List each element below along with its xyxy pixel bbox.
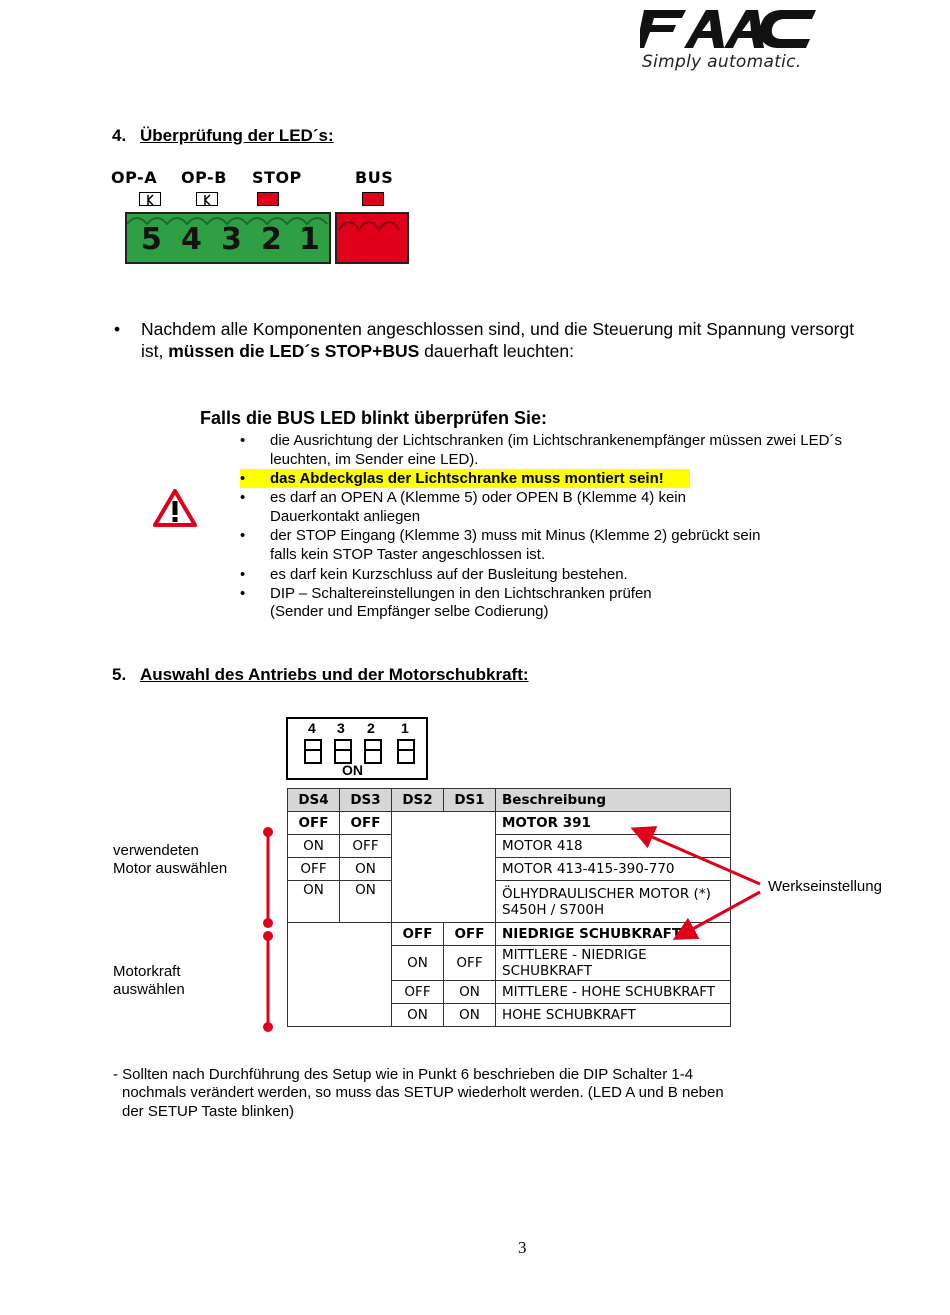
dip-switch-4 bbox=[304, 739, 322, 764]
led-label-opa: OP-A bbox=[111, 168, 158, 187]
cell-description: MITTLERE - HOHE SCHUBKRAFT bbox=[496, 981, 731, 1004]
bullet1-line2-pre: ist, bbox=[141, 341, 169, 361]
header-ds2: DS2 bbox=[392, 789, 444, 812]
cell-ds1: OFF bbox=[444, 923, 496, 946]
cell-ds4: ON bbox=[288, 835, 340, 858]
table-header-row bbox=[288, 789, 731, 812]
bullet1-line2-bold: müssen die LED´s STOP+BUS bbox=[168, 341, 420, 361]
bus-check-item-4-l2: falls kein STOP Taster angeschlossen ist. bbox=[270, 546, 546, 563]
cell-ds2: OFF bbox=[392, 981, 444, 1004]
led-opa-indicator bbox=[139, 192, 161, 206]
setup-note-l2: nochmals verändert werden, so muss das SETUP wiederholt werden. (LED A und B neben bbox=[122, 1084, 724, 1101]
cell-ds1: OFF bbox=[444, 946, 496, 981]
led-opb-indicator bbox=[196, 192, 218, 206]
bus-check-bullet: • bbox=[240, 527, 246, 544]
led-label-bus: BUS bbox=[355, 168, 394, 187]
cell-description: NIEDRIGE SCHUBKRAFT bbox=[496, 923, 731, 946]
cell-ds3: ON bbox=[340, 881, 392, 923]
bullet1-line2-post: dauerhaft leuchten: bbox=[419, 341, 575, 361]
section-5-number: 5. bbox=[112, 665, 127, 684]
led-bus-indicator bbox=[362, 192, 384, 206]
cell-description-l1: ÖLHYDRAULISCHER MOTOR (*) bbox=[502, 885, 711, 902]
empty-cell bbox=[288, 923, 392, 1027]
dip-switch-illustration bbox=[286, 717, 428, 780]
bus-check-item-2: das Abdeckglas der Lichtschranke muss montiert sein! bbox=[270, 470, 664, 487]
section-5-heading bbox=[112, 665, 529, 685]
bus-check-item-6-l1: DIP – Schaltereinstellungen in den Lichtschranken prüfen bbox=[270, 585, 652, 602]
led-label-opb: OP-B bbox=[181, 168, 227, 187]
bus-check-item-1-l2: leuchten, im Sender eine LED). bbox=[270, 451, 479, 468]
setup-note-l1: - Sollten nach Durchführung des Setup wie in Punkt 6 beschrieben die DIP Schalter 1-4 bbox=[113, 1066, 694, 1083]
empty-cell bbox=[392, 812, 496, 923]
bullet-dot: • bbox=[114, 319, 121, 339]
factory-setting-label: Werkseinstellung bbox=[768, 878, 882, 895]
factory-setting-arrows bbox=[620, 820, 770, 945]
section-4-heading bbox=[112, 126, 334, 146]
bus-check-bullet: • bbox=[240, 489, 246, 506]
bus-check-bullet: • bbox=[240, 585, 246, 602]
cell-description-l2: S450H / S700H bbox=[502, 901, 605, 918]
bus-check-item-1-l1: die Ausrichtung der Lichtschranken (im Lichtschrankenempfänger müssen zwei LED´s bbox=[270, 432, 842, 449]
led-stop-indicator bbox=[257, 192, 279, 206]
bullet1-line1: Nachdem alle Komponenten angeschlossen sind, und die Steuerung mit Spannung versorgt bbox=[141, 319, 855, 339]
terminal-block-bus bbox=[335, 212, 409, 264]
setup-note-l3: der SETUP Taste blinken) bbox=[122, 1103, 295, 1120]
cell-ds4: ON bbox=[288, 881, 340, 923]
cell-description: HOHE SCHUBKRAFT bbox=[496, 1004, 731, 1027]
header-ds4: DS4 bbox=[288, 789, 340, 812]
section-5-title: Auswahl des Antriebs und der Motorschubkraft: bbox=[140, 665, 529, 684]
warning-icon bbox=[152, 488, 198, 528]
terminal-4: 4 bbox=[181, 222, 202, 257]
faac-logo bbox=[640, 8, 816, 50]
header-beschreibung: Beschreibung bbox=[496, 789, 731, 812]
motor-select-label-l2: Motor auswählen bbox=[113, 860, 228, 877]
section-4-number: 4. bbox=[112, 126, 127, 145]
dip-number-2: 2 bbox=[367, 720, 375, 736]
cell-ds3: OFF bbox=[340, 812, 392, 835]
dip-switch-2 bbox=[364, 739, 382, 764]
cell-ds2: OFF bbox=[392, 923, 444, 946]
cell-description: MOTOR 418 bbox=[496, 835, 731, 858]
force-select-label-l2: auswählen bbox=[113, 981, 185, 998]
cell-ds2: ON bbox=[392, 1004, 444, 1027]
dip-number-1: 1 bbox=[401, 720, 409, 736]
cell-description: MITTLERE - NIEDRIGE SCHUBKRAFT bbox=[496, 946, 731, 981]
page-number: 3 bbox=[518, 1238, 527, 1257]
cell-ds1: ON bbox=[444, 981, 496, 1004]
terminal-1: 1 bbox=[299, 222, 320, 257]
motor-select-label-l1: verwendeten bbox=[113, 842, 199, 859]
cell-ds1: ON bbox=[444, 1004, 496, 1027]
cell-description: MOTOR 391 bbox=[496, 812, 731, 835]
bus-check-bullet: • bbox=[240, 566, 246, 583]
bus-check-item-3-l2: Dauerkontakt anliegen bbox=[270, 508, 421, 525]
dip-number-4: 4 bbox=[308, 720, 316, 736]
bullet1-line2 bbox=[141, 340, 941, 362]
terminal-block-green bbox=[125, 212, 331, 264]
cell-ds3: ON bbox=[340, 858, 392, 881]
cell-ds3: OFF bbox=[340, 835, 392, 858]
terminal-5: 5 bbox=[141, 222, 162, 257]
range-bracket-lines bbox=[258, 826, 278, 1036]
header-ds3: DS3 bbox=[340, 789, 392, 812]
bus-check-bullet: • bbox=[240, 432, 246, 449]
dip-number-3: 3 bbox=[337, 720, 345, 736]
bus-check-item-3-l1: es darf an OPEN A (Klemme 5) oder OPEN B (Klemme 4) kein bbox=[270, 489, 686, 506]
cell-ds2: ON bbox=[392, 946, 444, 981]
dip-switch-1 bbox=[397, 739, 415, 764]
header-ds1: DS1 bbox=[444, 789, 496, 812]
bus-check-item-4-l1: der STOP Eingang (Klemme 3) muss mit Minus (Klemme 2) gebrückt sein bbox=[270, 527, 761, 544]
dip-switch-3 bbox=[334, 739, 352, 764]
section-4-title: Überprüfung der LED´s: bbox=[140, 126, 334, 145]
dip-on-label: ON bbox=[342, 762, 363, 778]
led-label-stop: STOP bbox=[252, 168, 302, 187]
cell-ds4: OFF bbox=[288, 812, 340, 835]
cell-description: MOTOR 413-415-390-770 bbox=[496, 858, 731, 881]
bus-check-item-6-l2: (Sender und Empfänger selbe Codierung) bbox=[270, 603, 549, 620]
bus-check-title: Falls die BUS LED blinkt überprüfen Sie: bbox=[200, 408, 548, 428]
terminal-2: 2 bbox=[261, 222, 282, 257]
cell-ds4: OFF bbox=[288, 858, 340, 881]
force-select-label-l1: Motorkraft bbox=[113, 963, 181, 980]
terminal-3: 3 bbox=[221, 222, 242, 257]
bus-check-item-5: es darf kein Kurzschluss auf der Busleitung bestehen. bbox=[270, 566, 628, 583]
logo-tagline: Simply automatic. bbox=[642, 52, 802, 72]
bus-check-bullet: • bbox=[240, 470, 246, 487]
